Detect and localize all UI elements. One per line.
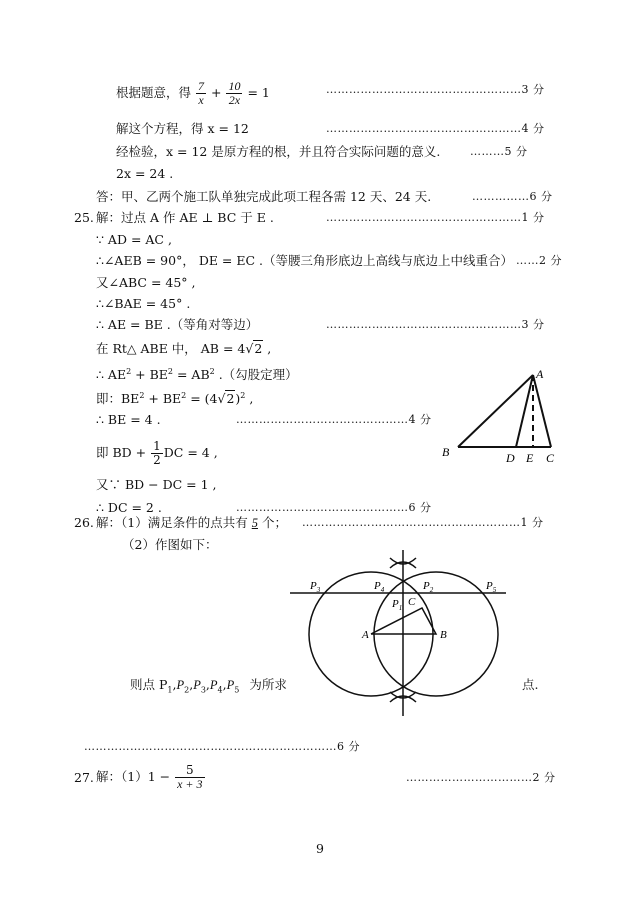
q24-solve-line: 解这个方程，得 x = 12: [116, 121, 249, 136]
pythagoras-note: .（勾股定理）: [214, 367, 298, 383]
frac-num: 5: [175, 764, 204, 778]
score-label: 2 分: [539, 254, 562, 267]
score-label: 2 分: [532, 771, 556, 784]
exp: 2: [139, 391, 145, 400]
comma: ,: [263, 341, 272, 356]
q25-line3: ∴∠AEB = 90°， DE = EC .（等腰三角形底边上高线与底边上中线重合）: [96, 253, 514, 268]
sqrt-symbol: √: [217, 391, 226, 407]
label-c: C: [546, 451, 555, 465]
q24-2x-line: 2x = 24 .: [116, 166, 174, 181]
q25-line10: ∴ BE = 4 .: [96, 412, 161, 427]
label-p5: $P_5$: [486, 580, 497, 594]
q25-line5: ∴∠BAE = 45° .: [96, 296, 191, 311]
triangle-figure: [440, 364, 580, 474]
q25-line4: 又∠ABC = 45° ,: [96, 275, 196, 290]
q25-line7: [96, 340, 271, 358]
radicand: 2: [226, 391, 235, 407]
q25-line6: ∴ AE = BE .（等角对等边）: [96, 317, 259, 332]
q24-score-6: ……………6 分: [472, 190, 553, 203]
score-label: 4 分: [408, 413, 432, 426]
fraction-one-half: [151, 440, 163, 467]
q26-number: 26.: [74, 515, 94, 530]
paren-open: = (4: [186, 391, 218, 407]
q27-score-2: ……………………………2 分: [406, 771, 556, 784]
bd-term: 即 BD +: [96, 445, 147, 460]
frac1-den: x: [198, 93, 204, 107]
q25-line12: 又∵ BD − DC = 1 ,: [96, 477, 217, 492]
q24-answer-line: 答：甲、乙两个施工队单独完成此项工程各需 12 天、24 天.: [96, 189, 432, 204]
q25-line9: [96, 387, 253, 408]
score-label: 6 分: [408, 501, 432, 514]
half-den: 2: [153, 453, 161, 467]
frac1-num: 7: [198, 79, 204, 93]
sub-5: 5: [234, 685, 240, 695]
q24-score-3: ……………………………………………3 分: [326, 83, 545, 96]
half-num: 1: [153, 439, 161, 453]
q25-line13: ∴ DC = 2 .: [96, 500, 162, 515]
q26-line3: 则点 $P_1,P_2,P_3,P_4,P_5$ 为所求: [130, 677, 287, 695]
sub-3: 3: [200, 685, 206, 695]
exp: 2: [181, 391, 187, 400]
be-term: + BE: [131, 367, 168, 383]
count-prefix: 解：（1）满足条件的点共有: [96, 515, 248, 530]
side-ac: [533, 375, 551, 447]
q26-line2: （2）作图如下：: [122, 537, 218, 552]
q25-line8: [96, 363, 298, 384]
q25-line1: 解：过点 A 作 AE ⊥ BC 于 E .: [96, 210, 274, 225]
sqrt-symbol: √: [245, 341, 254, 356]
point-count: 5: [251, 516, 258, 530]
q27-line1: [96, 764, 206, 791]
label-p2: $P_2$: [423, 580, 434, 594]
ab-term: = AB: [173, 367, 210, 383]
score-label: 6 分: [529, 190, 553, 203]
point-list-suffix: 为所求: [249, 677, 287, 692]
rt-triangle-text: 在 Rt△ ABE 中， AB = 4: [96, 341, 246, 356]
q25-score-3: ……………………………………………3 分: [326, 318, 545, 331]
score-label: 3 分: [521, 83, 545, 96]
fraction-5-over-x-plus-3: [175, 764, 204, 791]
q25-line11: [96, 440, 218, 467]
be-term: 即：BE: [96, 391, 140, 407]
sub-4: 4: [217, 685, 223, 695]
plus-sign: +: [210, 85, 222, 100]
count-unit: 个；: [261, 515, 287, 530]
exp: 2: [209, 367, 215, 376]
sub-1: 1: [167, 685, 173, 695]
q25-number: 25.: [74, 210, 94, 225]
q25-score-4: ………………………………………4 分: [236, 413, 432, 426]
exp: 2: [167, 367, 173, 376]
q26-line3-end: 点.: [522, 677, 539, 692]
score-label: 5 分: [504, 145, 528, 158]
score-label: 1 分: [520, 516, 544, 529]
q25-score-2: ……2 分: [516, 254, 562, 267]
frac2-num: 10: [228, 79, 241, 93]
one-minus: 解：（1）1 −: [96, 769, 171, 784]
comma: ,: [245, 391, 254, 407]
label-b: B: [442, 445, 450, 459]
score-label: 1 分: [521, 211, 545, 224]
score-label: 3 分: [521, 318, 545, 331]
label-a: A: [536, 367, 544, 381]
label-c: C: [408, 596, 416, 608]
paren-close: ): [235, 391, 241, 407]
q24-check-line: 经检验，x = 12 是原方程的根，并且符合实际问题的意义.: [116, 144, 441, 159]
construction-figure: [282, 544, 522, 724]
q26-score-1: …………………………………………………1 分: [302, 516, 544, 529]
q27-number: 27.: [74, 770, 94, 785]
side-ad: [516, 375, 533, 447]
sub-2: 2: [184, 685, 190, 695]
side-ab: [458, 375, 533, 447]
q24-score-5: ………5 分: [470, 145, 528, 158]
q26-score-6: …………………………………………………………6 分: [84, 740, 360, 753]
exp: 2: [240, 391, 246, 400]
label-p4: $P_4$: [374, 580, 385, 594]
ae-term: ∴ AE: [96, 367, 127, 383]
q25-score-1: ……………………………………………1 分: [326, 211, 545, 224]
score-label: 6 分: [337, 740, 360, 753]
dc-term: DC = 4 ,: [163, 445, 218, 460]
label-a: A: [362, 629, 369, 641]
q24-equation-prefix: 根据题意，得: [116, 85, 192, 100]
fraction-10-over-2x: [226, 80, 242, 107]
label-e: E: [526, 451, 534, 465]
exp: 2: [126, 367, 132, 376]
q24-equation-line: [116, 80, 270, 107]
frac2-den: 2x: [228, 93, 241, 107]
label-p1: $P_1$: [392, 598, 403, 612]
page-number: 9: [316, 841, 324, 856]
q24-score-4: ……………………………………………4 分: [326, 122, 545, 135]
point-list-prefix: 则点 P: [130, 677, 168, 692]
equals-one: = 1: [247, 85, 270, 100]
fraction-7-over-x: [196, 80, 206, 107]
q26-line1: [96, 514, 287, 532]
score-label: 4 分: [521, 122, 545, 135]
label-b: B: [440, 629, 447, 641]
radicand: 2: [254, 341, 263, 356]
q25-score-6: ………………………………………6 分: [236, 501, 432, 514]
q25-line2: ∵ AD = AC ,: [96, 232, 172, 247]
label-d: D: [506, 451, 515, 465]
label-p3: $P_3$: [310, 580, 321, 594]
be-term: + BE: [144, 391, 182, 407]
frac-den: x + 3: [177, 777, 203, 791]
